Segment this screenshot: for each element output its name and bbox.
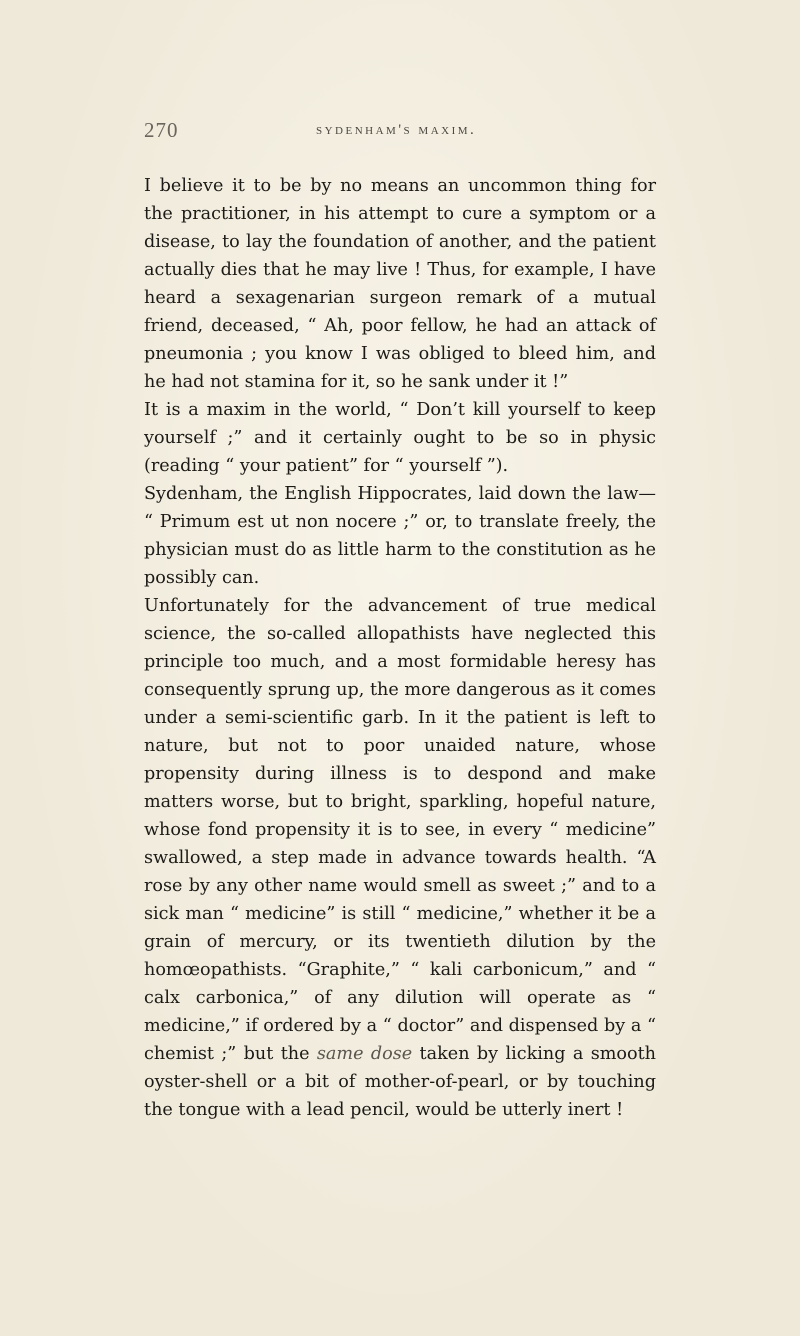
- paragraph-2-text: It is a maxim in the world, “ Don’t kill yourself to keep yourself ;” and it certainly ought to be so in physic (reading “ your patient” for “ yourself ”).: [144, 400, 656, 476]
- paragraph-4: [144, 592, 656, 1124]
- paragraph-3-text: Sydenham, the English Hippocrates, laid down the law— “ Primum est ut non nocere ;” or, to translate freely, the physician must do as little harm to the constitution as he possibly can.: [144, 484, 656, 588]
- paragraph-3: [144, 480, 656, 592]
- italic-phrase: same dose: [316, 1044, 413, 1064]
- paragraph-2: [144, 396, 656, 480]
- page-number: 270: [144, 118, 179, 142]
- running-title: sydenham's maxim.: [316, 122, 477, 138]
- paragraph-4-text-end: taken by licking a smooth oyster-shell or a bit of mother-of-pearl, or by touching the tongue with a lead pencil, would be utterly inert !: [144, 1044, 656, 1120]
- body-text: [144, 172, 656, 1124]
- paragraph-1-text: I believe it to be by no means an uncommon thing for the practitioner, in his attempt to cure a symptom or a disease, to lay the foundation of another, and the patient actually dies that he may live ! Thus, for example, I have heard a sexagenarian surgeon remark of a mutual friend, deceased, “ Ah, poor fellow, he had an attack of pneumonia ; you know I was obliged to bleed him, and he had not stamina for it, so he sank under it !”: [144, 176, 656, 392]
- paragraph-1: [144, 172, 656, 396]
- paragraph-4-text: Unfortunately for the advancement of true medical science, the so-called allopathists have neglected this principle too much, and a most formidable heresy has consequently sprung up, the more dangerous as it comes under a semi-scientific garb. In it the patient is left to nature, but not to poor unaided nature, whose propensity during illness is to despond and make matters worse, but to bright, sparkling, hopeful nature, whose fond propensity it is to see, in every “ medicine” swallowed, a step made in advance towards health. “A rose by any other name would smell as sweet ;” and to a sick man “ medicine” is still “ medicine,” whether it be a grain of mercury, or its twentieth dilution by the homœopathists. “Graphite,” “ kali carbonicum,” and “ calx carbonica,” of any dilution will operate as “ medicine,” if ordered by a “ doctor” and dispensed by a “ chemist ;” but the: [144, 596, 656, 1064]
- running-head: [144, 118, 654, 148]
